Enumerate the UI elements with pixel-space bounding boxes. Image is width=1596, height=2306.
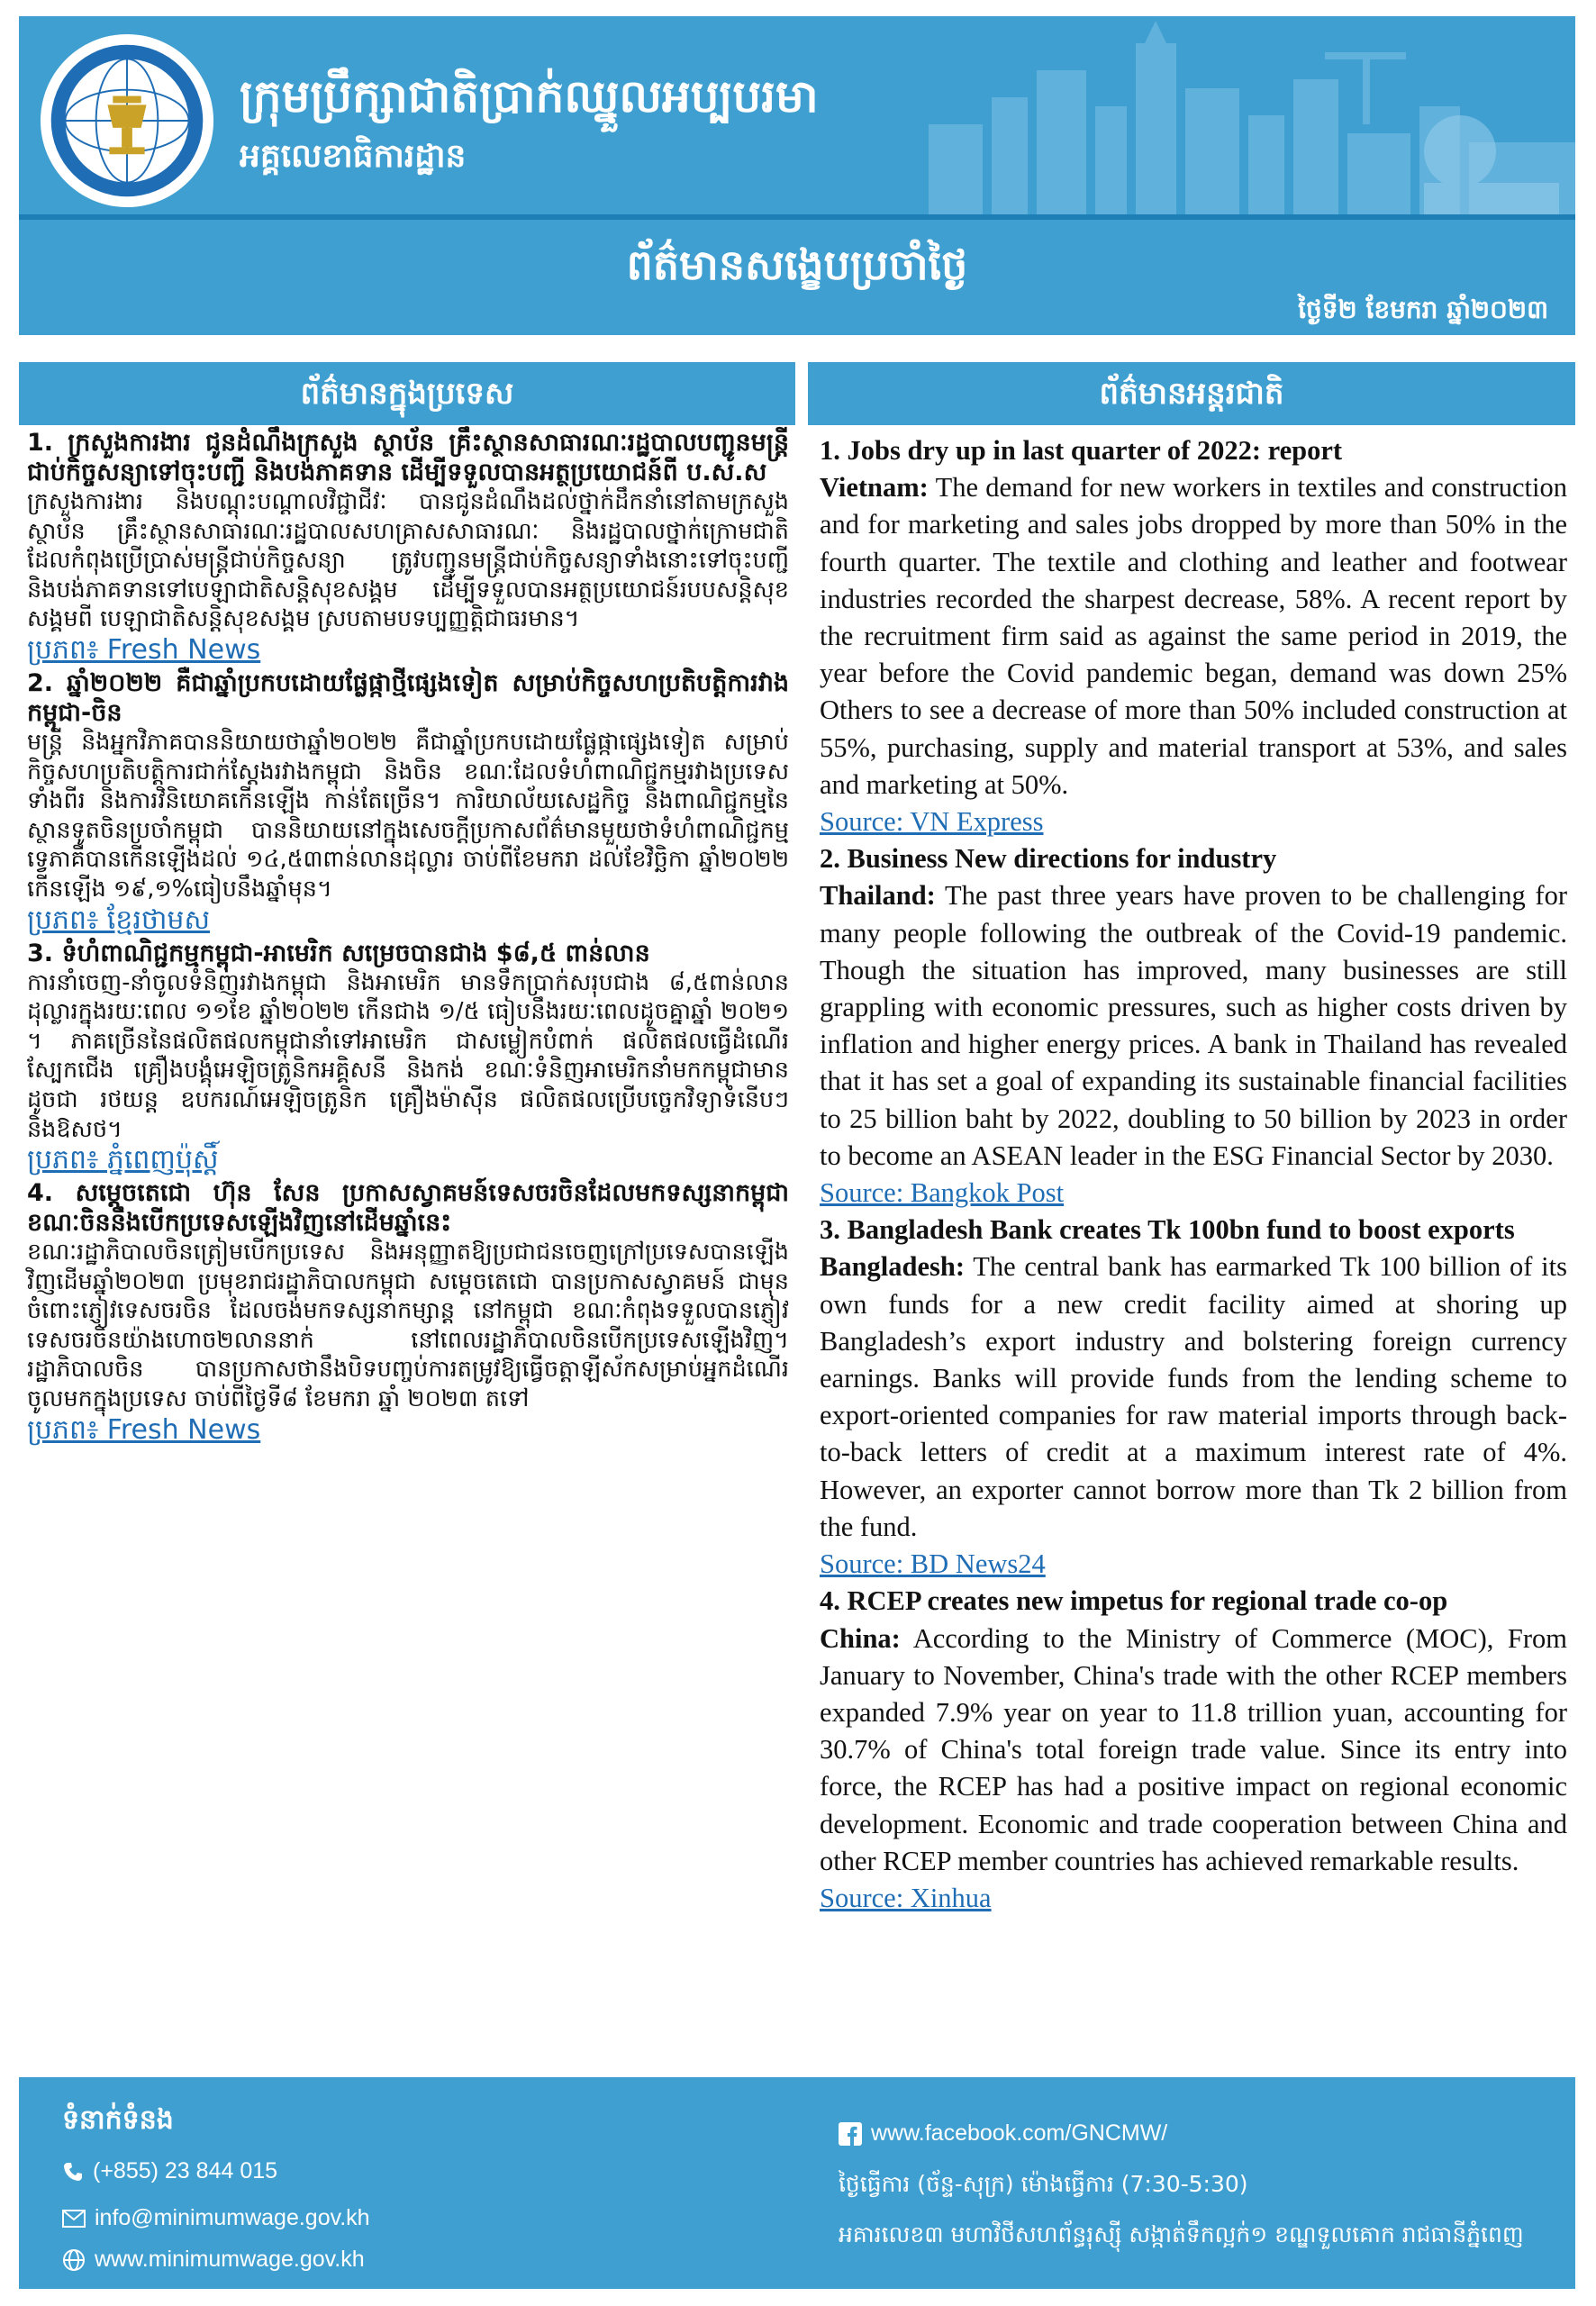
local-news-body: មន្ត្រី និងអ្នកវិភាគបាននិយាយថាឆ្នាំ២០២២ គឺជាឆ្នាំប្រកបដោយផ្លែផ្កាផ្សេងទៀត សម្រាប់កិច្ចសហប្រតិបត្តិការជាក់ស្តែងរវាងកម្ពុជា និងចិន ខណៈដែលទំហំពាណិជ្ជកម្មរវាងប្រទេសទាំងពីរ និងការវិនិយោគកើនឡើង កាន់តែច្រើន។ ការិយាល័យសេដ្ឋកិច្ច និងពាណិជ្ជកម្មនៃស្ថានទូតចិនប្រចាំកម្ពុជា បាននិយាយនៅក្នុងសេចក្តីប្រកាសព័ត៌មានមួយថាទំហំពាណិជ្ជកម្មទ្វេភាគីបានកើនឡើងដល់ ១៤,៥៣ពាន់លានដុល្លារ ចាប់ពីខែមករា ដល់ខែវិច្ឆិកា ឆ្នាំ២០២២ កើនឡើង ១៩,១%ធៀបនឹងឆ្នាំមុន។ [27,728,789,903]
local-news-headline: 4. សម្តេចតេជោ ហ៊ុន សែន ប្រកាសស្វាគមន៍ទេសចរចិនដែលមកទស្សនាកម្ពុជា ខណៈចិននឹងបើកប្រទេសឡើងវិញនៅដើមឆ្នាំនេះ [27,1179,789,1238]
local-news-source-link[interactable]: ប្រភព៖ Fresh News [27,633,261,666]
website-link[interactable]: www.minimumwage.gov.kh [95,2247,365,2272]
mail-icon [62,2210,86,2228]
intl-news-headline: 3. Bangladesh Bank creates Tk 100bn fund to boost exports [820,1214,1515,1246]
bulletin-title: ព័ត៌មានសង្ខេបប្រចាំថ្ងៃ [626,241,968,289]
email-link[interactable]: info@minimumwage.gov.kh [95,2205,370,2230]
local-news-item [27,1178,789,1447]
bulletin-title-bar [19,214,1575,335]
globe-icon [62,2248,86,2272]
intl-news-country-label: China: [820,1622,901,1654]
local-news-column [27,428,789,1448]
header-banner [19,16,1575,219]
phone-icon [62,2161,84,2183]
intl-news-country-label: Bangladesh: [820,1251,966,1283]
footer-contact [19,2077,1575,2289]
intl-news-country-label: Vietnam: [820,472,929,504]
email-row [62,2205,370,2231]
international-news-header: ព័ត៌មានអន្តរជាតិ [808,362,1575,425]
ministry-seal-logo [39,32,215,209]
local-news-body: ខណៈរដ្ឋាភិបាលចិនត្រៀមបើកប្រទេស និងអនុញ្ញាតឱ្យប្រជាជនចេញក្រៅប្រទេសបានឡើងវិញដើមឆ្នាំ២០២៣ ប្រមុខរាជរដ្ឋាភិបាលកម្ពុជា សម្តេចតេជោ បានប្រកាសស្វាគមន៍ ជាមុនចំពោះភ្ញៀវទេសចរចិន ដែលចង់មកទស្សនាកម្សាន្ត នៅកម្ពុជា ខណៈកំពុងទទួលបានភ្ញៀវទេសចរចិនយ៉ាងហោច២លាននាក់ នៅពេលរដ្ឋាភិបាលចិនបើកប្រទេសឡើងវិញ។ រដ្ឋាភិបាលចិន បានប្រកាសថានឹងបិទបញ្ចប់ការតម្រូវឱ្យធ្វើចត្តាឡីស័កសម្រាប់អ្នកដំណើរចូលមកក្នុងប្រទេស ចាប់ពីថ្ងៃទី៨ ខែមករា ឆ្នាំ ២០២៣ តទៅ [27,1239,789,1413]
intl-news-headline: 4. RCEP creates new impetus for regional trade co-op [820,1585,1448,1617]
phone-row [62,2158,277,2184]
contact-title: ទំនាក់ទំនង [62,2104,174,2136]
phone-number: (+855) 23 844 015 [93,2158,278,2183]
website-row [62,2247,365,2273]
organization-subtitle: អគ្គលេខាធិការដ្ឋាន [240,137,467,175]
office-address: អគារលេខ៣ មហាវិថីសហព័ន្ធរុស្ស៊ី សង្កាត់ទឹកល្អក់១ ខណ្ឌទួលគោក រាជធានីភ្នំពេញ [839,2221,1524,2247]
bulletin-date: ថ្ងៃទី២ ខែមករា ឆ្នាំ២០២៣ [1298,295,1548,324]
intl-news-item [820,432,1567,840]
intl-news-country-label: Thailand: [820,880,936,912]
facebook-link[interactable]: www.facebook.com/GNCMW/ [871,2120,1168,2146]
intl-news-source-link[interactable]: Source: BD News24 [820,1548,1046,1580]
local-news-item [27,668,789,937]
local-news-source-link[interactable]: ប្រភព៖ Fresh News [27,1413,261,1446]
intl-news-headline: 1. Jobs dry up in last quarter of 2022: report [820,435,1343,466]
intl-news-body: According to the Ministry of Commerce (MOC), From January to November, China's trade with the other RCEP members expanded 7.9% year on year to 11.8 trillion yuan, accounting for 30.7% of China's total foreign trade value. Since its entry into force, the RCEP has had a positive impact on regional economic development. Economic and trade cooperation between China and other RCEP member countries has achieved remarkable results. [820,1622,1567,1876]
intl-news-item [820,1583,1567,1917]
intl-news-body: The past three years have proven to be challenging for many people following the outbreak of the Covid-19 pandemic. Though the situation has improved, many businesses are still grappling with economic pressures, such as higher costs driven by inflation and higher energy prices. A bank in Thailand has revealed that it has set a goal of expanding its sustainable financial facilities to 25 billion baht by 2022, doubling to 50 billion by 2023 in order to become an ASEAN leader in the ESG Financial Sector by 2030. [820,880,1567,1171]
facebook-icon [839,2122,862,2146]
local-news-header: ព័ត៌មានក្នុងប្រទេស [19,362,795,425]
local-news-item [27,939,789,1177]
facebook-row [839,2120,1167,2147]
local-news-source-link[interactable]: ប្រភព៖ ខ្មែរថាមស [27,903,211,936]
intl-news-headline: 2. Business New directions for industry [820,843,1277,875]
local-news-item [27,428,789,667]
local-news-body: ក្រសួងការងារ និងបណ្តុះបណ្តាលវិជ្ជាជីវៈ បានជូនដំណឹងដល់ថ្នាក់ដឹកនាំនៅតាមក្រសួង ស្ថាប័ន គ្រឹះស្ថានសាធារណៈរដ្ឋបាលសហគ្រាសសាធារណៈ និងរដ្ឋបាលថ្នាក់ក្រោមជាតិ ដែលកំពុងប្រើប្រាស់មន្ត្រីជាប់កិច្ចសន្យា ត្រូវបញ្ជូនមន្ត្រីជាប់កិច្ចសន្យាទាំងនោះទៅចុះបញ្ជី និងបង់ភាគទានទៅបេឡាជាតិសន្តិសុខសង្គម ដើម្បីទទួលបានអត្ថប្រយោជន៍របបសន្តិសុខសង្គមពី បេឡាជាតិសន្តិសុខសង្គម ស្របតាមបទប្បញ្ញត្តិជាធរមាន។ [27,488,789,633]
intl-news-body-paragraph [820,877,1567,1175]
office-hours: ថ្ងៃធ្វើការ (ច័ន្ទ-សុក្រ) ម៉ោងធ្វើការ (7:30-5:30) [839,2171,1248,2197]
intl-news-body-paragraph [820,469,1567,803]
international-news-column [820,432,1567,1917]
intl-news-body: The demand for new workers in textiles and construction and for marketing and sales jobs dropped by more than 50% in the fourth quarter. The textile and clothing and leather and footwear industries recorded the sharpest decrease, 58%. A recent report by the recruitment firm said as against the same period in 2019, the year before the Covid pandemic began, demand was down 25% Others to see a decrease of more than 50% included construction at 55%, purchasing, supply and material transport at 53%, and sales and marketing at 50%. [820,472,1567,800]
intl-news-body-paragraph [820,1621,1567,1880]
local-news-headline: 1. ក្រសួងការងារ ជូនដំណឹងក្រសួង ស្ថាប័ន គ្រឹះស្ថានសាធារណៈរដ្ឋបាលបញ្ជូនមន្ត្រីជាប់កិច្ចសន្យាទៅចុះបញ្ជី និងបង់ភាគទាន ដើម្បីទទួលបានអត្ថប្រយោជន៍ពី ប.ស.ស [27,429,789,486]
intl-news-item [820,1212,1567,1583]
local-news-headline: 3. ទំហំពាណិជ្ជកម្មកម្ពុជា-អាមេរិក សម្រេចបានជាង $៨,៥ ពាន់លាន [27,939,650,967]
intl-news-body: The central bank has earmarked Tk 100 billion of its own funds for a new credit facility aimed at shoring up Bangladesh’s export industry and bolstering foreign currency earnings. Banks will provide funds from the lending scheme to export-oriented companies for raw material imports through back-to-back letters of credit at a maximum interest rate of 4%. However, an exporter cannot borrow more than Tk 2 billion from the fund. [820,1251,1567,1542]
organization-name: ក្រុមប្រឹក្សាជាតិប្រាក់ឈ្នួលអប្បបរមា [240,69,819,123]
local-news-headline: 2. ឆ្នាំ២០២២ គឺជាឆ្នាំប្រកបដោយផ្លែផ្កាថ្មីផ្សេងទៀត សម្រាប់កិច្ចសហប្រតិបត្តិការវាងកម្ពុជា-ចិន [27,668,789,727]
intl-news-source-link[interactable]: Source: VN Express [820,806,1044,838]
intl-news-source-link[interactable]: Source: Bangkok Post [820,1177,1065,1209]
intl-news-body-paragraph [820,1248,1567,1546]
intl-news-item [820,840,1567,1212]
local-news-source-link[interactable]: ប្រភព៖ ភ្នំពេញប៉ុស្តិ៍ [27,1144,219,1176]
local-news-body: ការនាំចេញ-នាំចូលទំនិញរវាងកម្ពុជា និងអាមេរិក មានទឹកប្រាក់សរុបជាង ៨,៥ពាន់លានដុល្លារក្នុងរយៈពេល ១១ខែ ឆ្នាំ២០២២ កើនជាង ១/៥ ធៀបនឹងរយៈពេលដូចគ្នាឆ្នាំ ២០២១ ។ ភាគច្រើននៃផលិតផលកម្ពុជានាំទៅអាមេរិក ជាសម្លៀកបំពាក់ ផលិតផលធ្វើដំណើរ ស្បែកជើង គ្រឿងបង្គុំអេឡិចត្រូនិកអគ្គិសនី និងកង់ ខណៈទំនិញអាមេរិកនាំមកកម្ពុជាមានដូចជា រថយន្ត ឧបករណ៍អេឡិចត្រូនិក គ្រឿងម៉ាស៊ីន ផលិតផលប្រើបច្ចេកវិទ្យាទំនើបៗ និងឱសថ។ [27,968,789,1143]
intl-news-source-link[interactable]: Source: Xinhua [820,1882,992,1913]
